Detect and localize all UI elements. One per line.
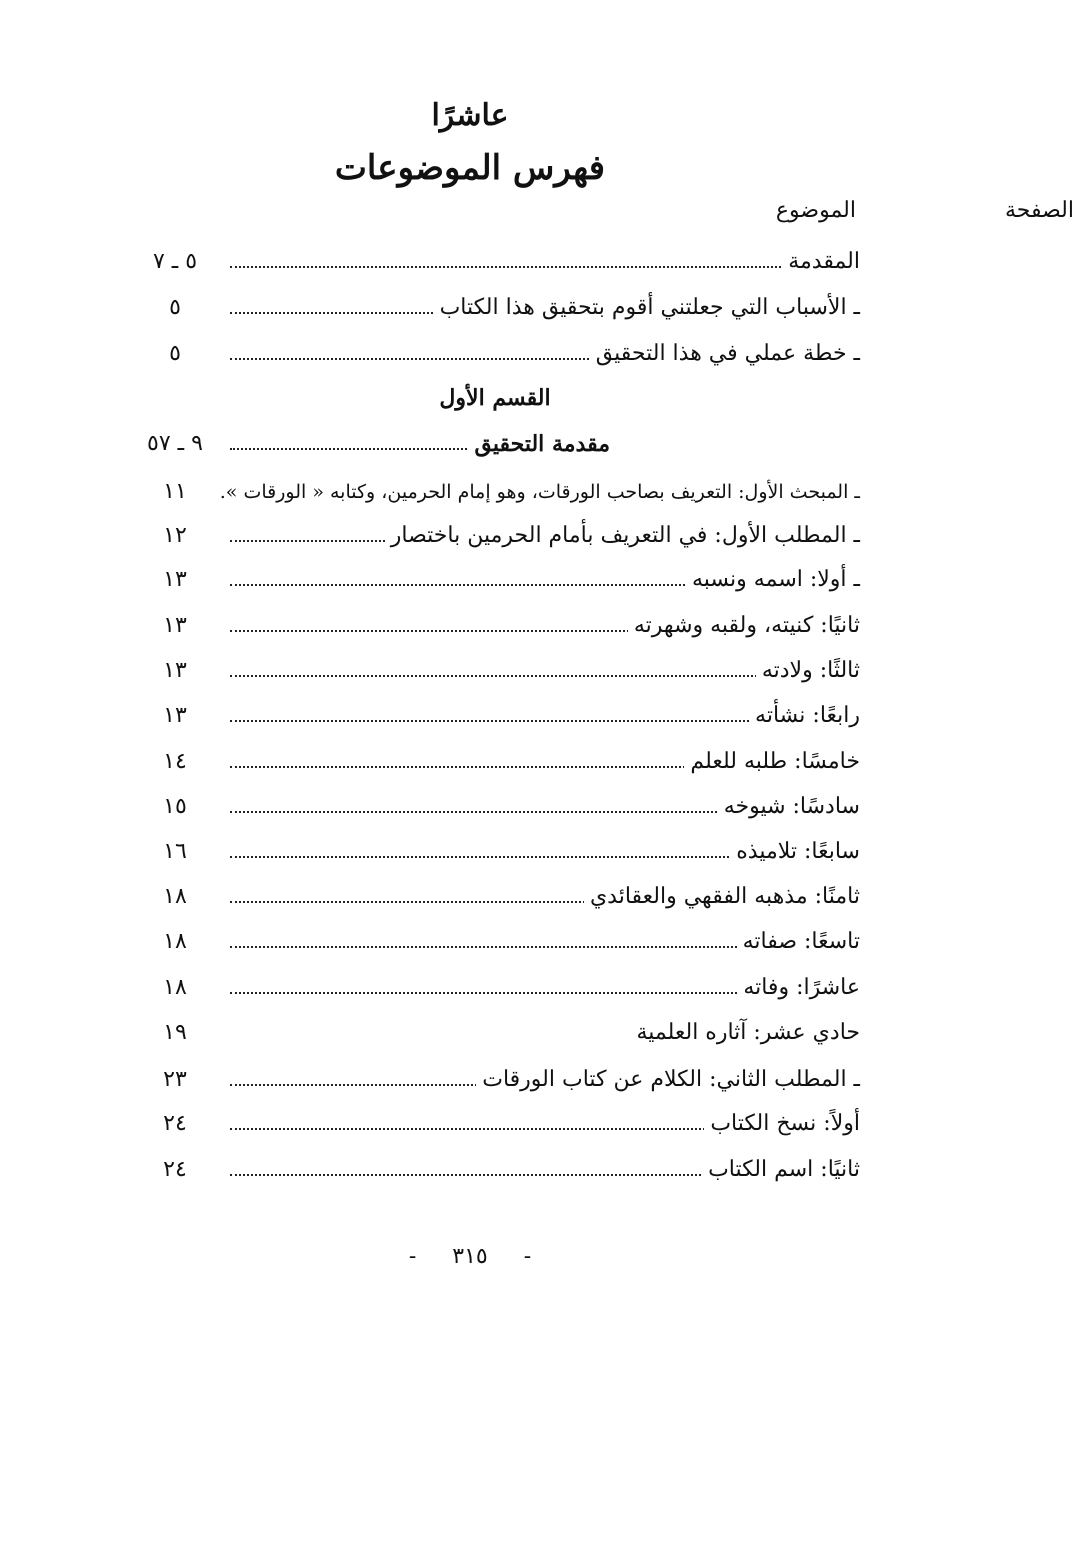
column-header-page: الصفحة — [1004, 198, 1074, 223]
toc-text: حادي عشر: آثاره العلمية — [630, 1013, 860, 1053]
toc-page: ١٣ — [163, 613, 187, 638]
toc-text: ـ أولا: اسمه ونسبه — [686, 560, 860, 600]
toc-text: ثامنًا: مذهبه الفقهي والعقائدي — [584, 877, 860, 917]
toc-text: خامسًا: طلبه للعلم — [684, 742, 860, 782]
toc-page: ٥ — [169, 295, 181, 320]
page-number-dash-right: - — [523, 1244, 532, 1269]
toc-entry — [130, 288, 860, 328]
toc-page: ١٦ — [163, 839, 187, 864]
toc-entry — [130, 606, 860, 646]
toc-text: ثالثًا: ولادته — [756, 651, 860, 691]
toc-page: ١٥ — [163, 794, 187, 819]
page-number-dash-left: - — [408, 1244, 417, 1269]
toc-text: ثانيًا: كنيته، ولقبه وشهرته — [628, 606, 860, 646]
toc-text: ـ المطلب الأول: في التعريف بأمام الحرمين باختصار — [385, 516, 860, 556]
leader-dots — [230, 982, 785, 994]
toc-text: تاسعًا: صفاته — [737, 922, 860, 962]
toc-text: رابعًا: نشأته — [749, 696, 860, 736]
toc-page: ٢٤ — [163, 1111, 187, 1136]
toc-text: ـ الأسباب التي جعلتني أقوم بتحقيق هذا الكتاب — [434, 288, 860, 328]
toc-entry — [130, 832, 860, 872]
leader-dots — [230, 846, 785, 858]
leader-dots — [230, 801, 785, 813]
toc-text: سادسًا: شيوخه — [718, 787, 860, 827]
toc-entry — [130, 696, 860, 736]
column-header-topic: الموضوع — [775, 198, 856, 223]
toc-entry — [130, 472, 860, 512]
toc-text: ـ خطة عملي في هذا التحقيق — [590, 334, 860, 374]
leader-dots — [230, 936, 785, 948]
toc-text: ـ المبحث الأول: التعريف بصاحب الورقات، وهو إمام الحرمين، وكتابه « الورقات ». — [214, 472, 860, 512]
toc-page: ١٣ — [163, 658, 187, 683]
toc-entry — [130, 787, 860, 827]
toc-page: ١٣ — [163, 567, 187, 592]
toc-entry — [130, 968, 860, 1008]
toc-text: المقدمة — [782, 242, 860, 282]
toc-entry — [130, 877, 860, 917]
toc-entry — [130, 1150, 860, 1190]
page-number — [0, 1244, 940, 1269]
toc-entry — [130, 742, 860, 782]
toc-text: أولاً: نسخ الكتاب — [704, 1104, 860, 1144]
toc-page: ١٨ — [163, 884, 187, 909]
leader-dots — [230, 710, 785, 722]
toc-entry — [130, 424, 860, 464]
toc-page: ١٩ — [163, 1020, 187, 1045]
page-number-value: ٣١٥ — [452, 1244, 488, 1269]
toc-page: ٩ ـ ٥٧ — [147, 431, 203, 456]
toc-text: مقدمة التحقيق — [469, 424, 610, 464]
toc-text: سابعًا: تلاميذه — [730, 832, 860, 872]
toc-page: ١٨ — [163, 975, 187, 1000]
page-title: فهرس الموضوعات — [334, 148, 606, 188]
toc-entry — [130, 1104, 860, 1144]
toc-page: ٢٤ — [163, 1157, 187, 1182]
toc-page: ١٨ — [163, 929, 187, 954]
leader-dots — [230, 1118, 785, 1130]
toc-page: ٥ — [169, 341, 181, 366]
toc-text: ـ المطلب الثاني: الكلام عن كتاب الورقات — [476, 1060, 860, 1100]
toc-entry — [130, 651, 860, 691]
part-heading-text: القسم الأول — [439, 385, 551, 411]
toc-page: ٥ ـ ٧ — [152, 249, 198, 274]
toc-entry — [130, 560, 860, 600]
toc-entry — [130, 922, 860, 962]
toc-entry — [130, 1013, 860, 1053]
toc-text: ثانيًا: اسم الكتاب — [702, 1150, 860, 1190]
toc-page: ١٣ — [163, 703, 187, 728]
toc-entry — [130, 334, 860, 374]
toc-page: ٢٣ — [163, 1067, 187, 1092]
toc-entry — [130, 1060, 860, 1100]
toc-page: ١١ — [163, 479, 187, 504]
leader-dots — [230, 256, 785, 268]
toc-part-heading — [130, 378, 860, 418]
toc-page: ١٢ — [163, 523, 187, 548]
toc-entry — [130, 242, 860, 282]
leader-dots — [230, 665, 785, 677]
toc-page: ١٤ — [163, 749, 187, 774]
section-heading: عاشرًا — [431, 98, 509, 133]
toc-entry — [130, 516, 860, 556]
toc-text: عاشرًا: وفاته — [737, 968, 860, 1008]
